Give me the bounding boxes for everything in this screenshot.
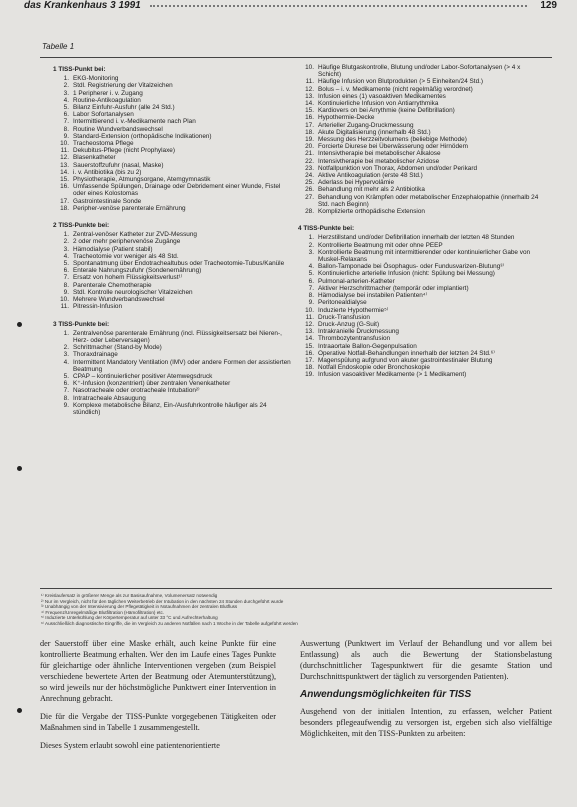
- list-item: [298, 143, 543, 150]
- item-text: Spontanatmung über Endotrachealtubus oder Tracheotomie-Tubus/Kanüle: [73, 260, 285, 268]
- item-number: 2.: [63, 238, 69, 246]
- list-item: [298, 249, 543, 263]
- list-item: [53, 303, 291, 310]
- table-footnotes: [41, 593, 551, 627]
- item-number: 3.: [308, 248, 314, 256]
- item-text: Aderlass bei Hypervolämie: [318, 179, 395, 187]
- item-number: 14.: [305, 100, 314, 108]
- item-text: Bilanz Einfuhr-Ausfuhr (alle 24 Std.): [73, 104, 175, 112]
- list-item: [53, 162, 291, 169]
- list-item: [298, 278, 543, 285]
- list-item: [53, 387, 291, 394]
- item-number: 3.: [63, 351, 69, 359]
- item-number: 6.: [308, 277, 314, 285]
- item-text: Arterieller Zugang-Druckmessung: [318, 121, 414, 129]
- table-left-column: [53, 64, 291, 416]
- item-number: 11.: [305, 78, 314, 86]
- item-number: 2.: [63, 344, 69, 352]
- list-item: [53, 395, 291, 402]
- item-text: Infusion vasoaktiver Medikamente (> 1 Medikament): [318, 371, 467, 379]
- list-item: [298, 208, 543, 215]
- item-number: 15.: [305, 107, 314, 115]
- item-number: 5.: [63, 372, 69, 380]
- footnote: ⁶⁾ Ausschließlich diagnostische Eingriffe, die im Vergleich zu anderen Notfällen nach 1 Woche in der Tabelle aufgeführt werden: [41, 620, 298, 626]
- item-text: Kontrollierte Beatmung mit intermittierender oder kontinuierlicher Gabe von Muskel-Relaxans: [318, 248, 531, 264]
- list-item: [298, 86, 543, 93]
- item-number: 15.: [60, 176, 69, 184]
- list-item: [53, 82, 291, 89]
- list-item: [298, 343, 543, 350]
- item-number: 14.: [305, 335, 314, 343]
- item-number: 17.: [305, 121, 314, 129]
- item-number: 6.: [63, 267, 69, 275]
- item-number: 16.: [305, 114, 314, 122]
- item-text: Thoraxdrainage: [73, 351, 118, 359]
- item-number: 16.: [305, 349, 314, 357]
- item-number: 5.: [63, 104, 69, 112]
- item-text: Herzstillstand und/oder Defibrillation innerhalb der letzten 48 Stunden: [318, 234, 515, 242]
- item-number: 13.: [305, 328, 314, 336]
- item-text: Intermittierend i. v.-Medikamente nach Plan: [73, 118, 196, 126]
- list-item: [53, 205, 291, 212]
- item-number: 24.: [305, 172, 314, 180]
- list-item: [298, 371, 543, 378]
- running-header: [0, 0, 577, 12]
- list-item: [53, 282, 291, 289]
- margin-bullet: [17, 708, 22, 713]
- item-number: 19.: [305, 136, 314, 144]
- list-item: [53, 253, 291, 260]
- list-item: [53, 296, 291, 303]
- item-text: Notfallpunktion von Thorax, Abdomen und/oder Perikard: [318, 164, 478, 172]
- item-text: Physiotherapie, Atmungsorgane, Atemgymnastik: [73, 176, 211, 184]
- list-item: [53, 380, 291, 387]
- list-2-points: [53, 231, 291, 310]
- item-number: 12.: [60, 154, 69, 162]
- item-text: CPAP – kontinuierlicher positiver Atemwegsdruck: [73, 372, 213, 380]
- item-text: Labor Sofortanalysen: [73, 111, 134, 119]
- item-text: Hämodialyse bei instabilen Patienten⁴⁾: [318, 292, 428, 300]
- list-item: [298, 242, 543, 249]
- item-number: 22.: [305, 157, 314, 165]
- item-number: 5.: [63, 260, 69, 268]
- list-item: [298, 150, 543, 157]
- item-number: 3.: [63, 89, 69, 97]
- list-item: [298, 100, 543, 107]
- list-item: [298, 129, 543, 136]
- item-number: 17.: [60, 197, 69, 205]
- item-text: Intratracheale Absaugung: [73, 394, 146, 402]
- paragraph: Dieses System erlaubt sowohl eine patientenorientierte: [40, 741, 220, 750]
- item-number: 26.: [305, 186, 314, 194]
- item-number: 23.: [305, 164, 314, 172]
- item-text: EKG-Monitoring: [73, 75, 119, 83]
- item-text: Thrombozytentransfusion: [318, 335, 391, 343]
- item-text: 1 Peripherer i. v. Zugang: [73, 89, 143, 97]
- table-caption: Tabelle 1: [42, 42, 75, 51]
- list-item: [53, 104, 291, 111]
- list-item: [298, 64, 543, 78]
- item-text: Operative Notfall-Behandlungen innerhalb der letzten 24 Std.⁶⁾: [318, 349, 495, 357]
- item-number: 3.: [63, 245, 69, 253]
- list-item: [53, 359, 291, 373]
- item-number: 20.: [305, 143, 314, 151]
- list-item: [53, 75, 291, 82]
- list-item: [53, 231, 291, 238]
- item-number: 2.: [63, 82, 69, 90]
- item-number: 10.: [60, 140, 69, 148]
- list-item: [298, 93, 543, 100]
- item-number: 8.: [63, 281, 69, 289]
- item-text: Tracheotomie vor weniger als 48 Std.: [73, 252, 179, 260]
- list-item: [53, 351, 291, 358]
- footnote: ²⁾ Nur im Vergleich, nicht für den täglichen Weiterbetrieb der Intubation in den nächsten 24 Stunden durchgeführt wurde: [41, 598, 284, 604]
- item-number: 7.: [63, 274, 69, 282]
- item-text: Aktive Antikoagulation (erste 48 Std.): [318, 172, 423, 180]
- item-text: Forcierte Diurese bei Überwässerung oder Hirnödem: [318, 143, 468, 151]
- list-item: [298, 335, 543, 342]
- list-item: [298, 186, 543, 193]
- list-item: [53, 198, 291, 205]
- page-number: 129: [540, 0, 557, 11]
- item-number: 8.: [308, 292, 314, 300]
- item-number: 8.: [63, 394, 69, 402]
- list-item: [298, 263, 543, 270]
- item-number: 17.: [305, 356, 314, 364]
- list-item: [298, 270, 543, 277]
- table-right-column: [298, 64, 543, 379]
- list-item: [53, 183, 291, 197]
- item-text: Intrakranielle Druckmessung: [318, 328, 399, 336]
- item-number: 28.: [305, 208, 314, 216]
- list-1-point: [53, 75, 291, 212]
- item-text: Nasotracheale oder orotracheale Intubation²⁾: [73, 387, 200, 395]
- journal-title: das Krankenhaus 3 1991: [24, 0, 141, 11]
- item-text: Parenterale Chemotherapie: [73, 281, 152, 289]
- item-text: Kardiovers on bei Arrythmie (keine Defibrillation): [318, 107, 455, 115]
- item-text: Akute Digitalisierung (innerhalb 48 Std.): [318, 128, 431, 136]
- tiss-table: [40, 57, 552, 589]
- item-text: Gastrointestinale Sonde: [73, 197, 142, 205]
- item-text: Behandlung von Krämpfen oder metabolischer Enzephalopathie (innerhalb 24 Std. nach Beginn): [318, 193, 539, 208]
- section-heading-4-points: 4 TISS-Punkte bei:: [298, 225, 355, 233]
- list-item: [53, 402, 291, 416]
- list-item: [53, 140, 291, 147]
- item-text: Routine-Antikoagulation: [73, 96, 141, 104]
- footnote: ³⁾ Unabhängig von der Intensivierung der Pflegetätigkeit in Notaufnahmen der zentralen Blutfluss: [41, 604, 238, 610]
- item-text: Ersatz von hohem Flüssigkeitsverlust¹⁾: [73, 274, 183, 282]
- body-text-left: [40, 638, 276, 758]
- item-number: 4.: [63, 252, 69, 260]
- item-text: i. v. Antibiotika (bis zu 2): [73, 168, 142, 176]
- item-number: 9.: [63, 288, 69, 296]
- list-item: [53, 126, 291, 133]
- list-item: [53, 118, 291, 125]
- paragraph: der Sauerstoff über eine Maske erhält, auch keine Punkte für eine kontrollierte Beatmung erhalten. Wer den im Laufe eines Tages Punkte für gleichartige oder ähnliche Interventionen vergeben (zum Beispiel verschiedene bewertete Arten der Beatmung oder Atemunterstützung), so wird jeweils nur der höchstmögliche Punktwert einer Intervention in Anrechnung gebracht.: [40, 639, 276, 703]
- item-number: 1.: [63, 231, 69, 239]
- list-item: [298, 78, 543, 85]
- item-number: 12.: [305, 85, 314, 93]
- item-number: 27.: [305, 193, 314, 201]
- item-text: Sauerstoffzufuhr (nasal, Maske): [73, 161, 164, 169]
- section-heading-2-points: 2 TISS-Punkte bei:: [53, 222, 110, 230]
- list-item: [53, 373, 291, 380]
- item-number: 13.: [305, 92, 314, 100]
- item-number: 21.: [305, 150, 314, 158]
- item-text: Routine Wundverbandswechsel: [73, 125, 163, 133]
- item-number: 13.: [60, 161, 69, 169]
- list-item: [53, 289, 291, 296]
- list-item: [53, 111, 291, 118]
- item-number: 6.: [63, 380, 69, 388]
- item-number: 16.: [60, 183, 69, 191]
- item-text: Infusion eines (1) vasoaktiven Medikamentes: [318, 92, 446, 100]
- paragraph: Ausgehend von der initialen Intention, zu erfassen, welcher Patient besonders pflegeaufwendig zu versorgen ist, ergeben sich also vielfältige Möglichkeiten, mit den TISS-Punkten zu arbeiten:: [300, 707, 552, 738]
- item-number: 4.: [308, 263, 314, 271]
- list-item: [53, 97, 291, 104]
- list-item: [298, 307, 543, 314]
- item-text: Häufige Infusion von Blutprodukten (> 5 Einheiten/24 Std.): [318, 78, 484, 86]
- item-text: Schrittmacher (Stand-by Mode): [73, 344, 162, 352]
- item-text: Behandlung mit mehr als 2 Antibiotika: [318, 186, 425, 194]
- item-text: Stdl. Registrierung der Vitalzeichen: [73, 82, 173, 90]
- item-number: 11.: [305, 313, 314, 321]
- item-text: 2 oder mehr periphervenöse Zugänge: [73, 238, 181, 246]
- list-3-points: [53, 330, 291, 416]
- item-number: 1.: [308, 234, 314, 242]
- item-text: Kontrollierte Beatmung mit oder ohne PEEP: [318, 241, 443, 249]
- item-text: Intensivtherapie bei metabolischer Alkalose: [318, 150, 441, 158]
- item-text: Intensivtherapie bei metabolischer Azidose: [318, 157, 440, 165]
- item-number: 18.: [60, 204, 69, 212]
- item-text: Druck-Transfusion: [318, 313, 370, 321]
- item-number: 19.: [305, 371, 314, 379]
- item-number: 11.: [60, 147, 69, 155]
- item-text: Notfall Endoskopie oder Bronchoskopie: [318, 364, 430, 372]
- margin-bullet: [17, 322, 22, 327]
- item-text: Komplizierte orthopädische Extension: [318, 208, 425, 216]
- item-text: Intermittent Mandatory Ventilation (IMV) oder andere Formen der assistierten Beatmung: [73, 358, 291, 373]
- list-item: [298, 179, 543, 186]
- list-item: [53, 246, 291, 253]
- footnote: ⁴⁾ Frequenz/Unregelmäßige Blutfiltration (Hämofiltration) etc.: [41, 609, 165, 615]
- item-text: Induzierte Hypothermie⁵⁾: [318, 306, 389, 314]
- item-text: Standard-Extension (orthopädische Indikationen): [73, 132, 212, 140]
- item-number: 12.: [305, 320, 314, 328]
- item-text: Stdl. Kontrolle neurologischer Vitalzeichen: [73, 288, 193, 296]
- item-text: Zentralvenöse parenterale Ernährung (incl. Flüssigkeitsersatz bei Nieren-, Herz- oder Leberversagen): [73, 329, 282, 344]
- body-text-right: [300, 638, 552, 746]
- item-text: Tracheostoma Pflege: [73, 140, 134, 148]
- list-item: [298, 299, 543, 306]
- item-text: Ballon-Tamponade bei Ösophagus- oder Fundusvarizen-Blutung³⁾: [318, 263, 504, 271]
- list-item: [298, 114, 543, 121]
- list-item: [298, 321, 543, 328]
- list-item: [53, 176, 291, 183]
- list-item: [298, 285, 543, 292]
- item-text: Komplexe metabolische Bilanz, Ein-/Ausfuhrkontrolle häufiger als 24 stündlich): [73, 401, 267, 416]
- item-text: Kontinuierliche Infusion von Antiarrythmika: [318, 100, 439, 108]
- list-item: [298, 292, 543, 299]
- list-item: [53, 344, 291, 351]
- item-number: 1.: [63, 329, 69, 337]
- item-number: 25.: [305, 179, 314, 187]
- item-number: 5.: [308, 270, 314, 278]
- item-number: 15.: [305, 342, 314, 350]
- list-3-points-continued: [298, 64, 543, 215]
- footnote: ⁵⁾ Induzierte Unterkühlung der Körpertemperatur auf unter 33 °C und Aufrechterhaltung: [41, 615, 218, 621]
- item-number: 10.: [60, 296, 69, 304]
- item-text: Dekubitus-Pflege (nicht Prophylaxe): [73, 147, 175, 155]
- item-text: Peripher-venöse parenterale Ernährung: [73, 204, 186, 212]
- item-text: Kontinuierliche arterielle Infusion (nicht: Spülung bei Messung): [318, 270, 495, 278]
- item-number: 8.: [63, 125, 69, 133]
- list-item: [298, 328, 543, 335]
- list-item: [53, 133, 291, 140]
- item-text: Bolus – i. v. Medikamente (nicht regelmäßig verordnet): [318, 85, 473, 93]
- list-item: [53, 154, 291, 161]
- item-text: Intraaortale Ballon-Gegenpulsation: [318, 342, 417, 350]
- item-text: Hämodialyse (Patient stabil): [73, 245, 153, 253]
- list-item: [298, 172, 543, 179]
- paragraph: Die für die Vergabe der TISS-Punkte vorgegebenen Tätigkeiten oder Maßnahmen sind in Tabelle 1 zusammengestellt.: [40, 712, 276, 732]
- item-number: 4.: [63, 96, 69, 104]
- margin-bullet: [17, 466, 22, 471]
- list-item: [298, 357, 543, 364]
- item-text: K⁺-Infusion (konzentriert) über zentralen Venenkatheter: [73, 380, 231, 388]
- list-item: [298, 158, 543, 165]
- item-text: Messung des Herzzeitvolumens (beliebige Methode): [318, 136, 467, 144]
- list-item: [53, 147, 291, 154]
- footnote: ¹⁾ Kreislaufersatz in größerer Menge als zur Basisaufnahme, Volumenersatz notwendig: [41, 593, 218, 598]
- item-number: 2.: [308, 241, 314, 249]
- section-subheading: Anwendungsmöglichkeiten für TISS: [300, 689, 472, 700]
- item-number: 14.: [60, 168, 69, 176]
- item-number: 4.: [63, 358, 69, 366]
- item-text: Zentral-venöser Katheter zur ZVD-Messung: [73, 231, 197, 239]
- list-item: [53, 260, 291, 267]
- item-text: Magenspülung aufgrund von akuter gastrointestinaler Blutung: [318, 356, 493, 364]
- item-number: 7.: [63, 387, 69, 395]
- list-item: [53, 274, 291, 281]
- section-heading-3-points: 3 TISS-Punkte bei:: [53, 320, 110, 328]
- list-4-points: [298, 234, 543, 378]
- item-text: Umfassende Spülungen, Drainage oder Debridement einer Wunde, Fistel oder eines Kolostomas: [73, 183, 281, 198]
- list-item: [298, 122, 543, 129]
- item-text: Peritonealdialyse: [318, 299, 367, 307]
- item-text: Hypothermie-Decke: [318, 114, 375, 122]
- item-number: 7.: [63, 118, 69, 126]
- item-number: 6.: [63, 111, 69, 119]
- item-number: 1.: [63, 75, 69, 83]
- list-item: [53, 330, 291, 344]
- list-item: [298, 364, 543, 371]
- item-text: Aktiver Herzschrittmacher (temporär oder implantiert): [318, 284, 469, 292]
- list-item: [53, 267, 291, 274]
- list-item: [298, 165, 543, 172]
- item-number: 18.: [305, 128, 314, 136]
- item-text: Enterale Nahrungszufuhr (Sondenernährung): [73, 267, 202, 275]
- list-item: [53, 238, 291, 245]
- item-number: 11.: [60, 303, 69, 311]
- item-text: Druck-Anzug (G-Suit): [318, 320, 380, 328]
- list-item: [53, 169, 291, 176]
- item-text: Mehrere Wundverbandswechsel: [73, 296, 165, 304]
- item-number: 9.: [63, 401, 69, 409]
- item-text: Pulmonal-arterien-Katheter: [318, 277, 395, 285]
- item-number: 9.: [63, 132, 69, 140]
- list-item: [298, 350, 543, 357]
- item-number: 9.: [308, 299, 314, 307]
- item-text: Pitressin-Infusion: [73, 303, 123, 311]
- list-item: [298, 234, 543, 241]
- section-heading-1-point: 1 TISS-Punkt bei:: [53, 66, 106, 73]
- list-item: [298, 194, 543, 208]
- paragraph: Auswertung (Punktwert im Verlauf der Behandlung und vor allem bei Entlassung) als auch die Bewertung der Stationsbelastung (durchschnittlicher Tagespunktwert für die gesamte Station und Durchschnittspunktwert der täglich zu versorgenden Patienten).: [300, 639, 552, 681]
- item-number: 18.: [305, 364, 314, 372]
- item-text: Blasenkatheter: [73, 154, 116, 162]
- list-item: [298, 107, 543, 114]
- item-number: 10.: [305, 64, 314, 71]
- header-rule: [150, 5, 527, 7]
- list-item: [298, 314, 543, 321]
- item-text: Häufige Blutgaskontrolle, Blutung und/oder Labor-Sofortanalysen (> 4 x Schicht): [318, 64, 521, 79]
- list-item: [53, 90, 291, 97]
- item-number: 7.: [308, 284, 314, 292]
- item-number: 10.: [305, 306, 314, 314]
